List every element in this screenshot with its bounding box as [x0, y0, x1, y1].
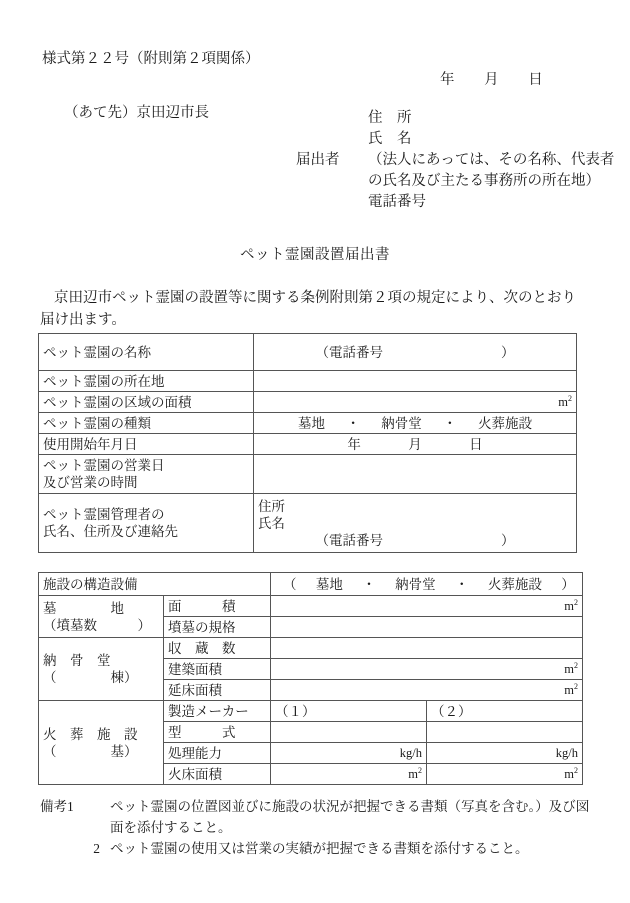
manager-name-hint: 氏名 [258, 515, 285, 531]
unit-square-meter: $m^2$ [564, 765, 578, 781]
date-day-label: 日 [528, 72, 543, 88]
row-value-ossuary-capacity[interactable] [271, 638, 583, 659]
row-value-hearth-area-1[interactable] [271, 764, 427, 785]
kind-separator-2: ・ [455, 576, 469, 592]
note-item-1 [40, 796, 600, 817]
label-line-2: 及び営業の時間 [43, 475, 138, 490]
submitter-label: 届出者 [296, 152, 340, 168]
table-row [39, 392, 577, 413]
notes-label: 備考 [40, 799, 67, 814]
unit-kg-per-hour: kg/h [399, 746, 422, 760]
structure-head-value[interactable] [271, 573, 583, 596]
label-text: ペット霊園の種類 [43, 415, 151, 431]
start-date-month: 月 [408, 436, 422, 452]
label-text: ペット霊園の名称 [43, 344, 151, 360]
group-label-ossuary [39, 638, 164, 701]
submitter-blank-1 [296, 108, 368, 129]
row-label-ossuary-building-area [164, 659, 271, 680]
row-value-capacity-2[interactable] [427, 743, 583, 764]
note-2-number: 2 [93, 841, 100, 856]
row-label-business-hours [39, 455, 254, 494]
label-text: 型 式 [168, 724, 236, 740]
label-text: 延床面積 [168, 682, 222, 698]
table-row [39, 638, 583, 659]
row-label-kind [39, 413, 254, 434]
row-value-ossuary-floor-area[interactable] [271, 680, 583, 701]
table-row [39, 494, 577, 553]
row-value-model-2[interactable] [427, 722, 583, 743]
unit-square-meter: $m^2$ [408, 765, 422, 781]
unit-column-1-header[interactable] [271, 701, 427, 722]
tel-open-paren: （電話番号 [315, 344, 383, 360]
label-line-1: ペット霊園管理者の [43, 507, 165, 522]
table-row [39, 596, 583, 617]
table-row [39, 434, 577, 455]
lead-paragraph: 京田辺市ペット霊園の設置等に関する条例附則第２項の規定により、次のとおり届け出ます。 [40, 290, 576, 328]
kind-separator-1: ・ [346, 415, 360, 431]
structure-head-label [39, 573, 271, 596]
unit-2-label: （２） [431, 703, 472, 719]
row-value-ossuary-building-area[interactable] [271, 659, 583, 680]
tel-close-paren: ） [501, 344, 515, 360]
label-text: ペット霊園の所在地 [43, 373, 165, 389]
note-2-line-1: ペット霊園の使用又は営業の実績が把握できる書類を添付すること。 [110, 841, 529, 856]
row-label-grave-area [164, 596, 271, 617]
table-row [39, 455, 577, 494]
row-value-hearth-area-2[interactable] [427, 764, 583, 785]
label-line-2: 氏名、住所及び連絡先 [43, 524, 178, 539]
start-date-day: 日 [469, 436, 483, 452]
group-label-grave [39, 596, 164, 638]
kind-option-ossuary[interactable]: 納骨堂 [395, 576, 436, 592]
label-text: 墳墓の規格 [168, 619, 236, 635]
label-text: ペット霊園の区域の面積 [43, 394, 192, 410]
tel-hint [258, 344, 572, 361]
label-text [43, 457, 249, 491]
label-text: 収 蔵 数 [168, 640, 236, 656]
row-label-capacity [164, 743, 271, 764]
row-value-start-date[interactable] [254, 434, 577, 455]
label-text: 火床面積 [168, 766, 222, 782]
label-line-1: ペット霊園の営業日 [43, 458, 165, 473]
note-1-line-1: ペット霊園の位置図並びに施設の状況が把握できる書類（写真を含む。）及び図 [110, 799, 590, 814]
row-label-grave-spec [164, 617, 271, 638]
row-value-manager[interactable] [254, 494, 577, 553]
unit-square-meter: $m^2$ [564, 597, 578, 613]
date-month-label: 月 [484, 72, 499, 88]
unit-1-label: （１） [275, 703, 316, 719]
row-label-manufacturer [164, 701, 271, 722]
unit-square-meter: $m^2$ [564, 681, 578, 697]
unit-kg-per-hour: kg/h [555, 746, 578, 760]
kind-option-crematorium[interactable]: 火葬施設 [487, 576, 542, 592]
group-label-line-1: 納 骨 堂 [43, 653, 111, 668]
submitter-line-corp-2: の氏名及び主たる事務所の所在地） [368, 173, 600, 189]
table-row [39, 413, 577, 434]
notes-block [40, 796, 600, 859]
document-title: ペット霊園設置届出書 [240, 247, 390, 263]
manager-tel-hint [258, 532, 572, 549]
tel-fill-gap [383, 344, 501, 361]
facility-structure-table [38, 572, 583, 785]
submitter-row-name [296, 129, 614, 150]
addressee: （あて先）京田辺市長 [64, 105, 209, 121]
note-1-number: 1 [67, 799, 74, 814]
row-value-name[interactable] [254, 334, 577, 371]
label-text: 面 積 [168, 598, 236, 614]
label-text: 建築面積 [168, 661, 222, 677]
date-year-label: 年 [440, 72, 455, 88]
unit-square-meter: $m^2$ [564, 660, 578, 676]
submitter-line-tel: 電話番号 [368, 194, 426, 210]
manager-address-hint: 住所 [258, 498, 285, 514]
submitter-row-corp2 [296, 171, 614, 192]
submitter-line-address: 住 所 [368, 110, 412, 126]
table-row [39, 573, 583, 596]
row-label-name [39, 334, 254, 371]
tel-close-paren: ） [501, 532, 515, 548]
row-label-start-date [39, 434, 254, 455]
kind-option-ossuary[interactable]: 納骨堂 [381, 415, 422, 431]
label-text [43, 506, 249, 540]
table-row [39, 334, 577, 371]
submitter-blank-2 [296, 129, 368, 150]
row-label-ossuary-floor-area [164, 680, 271, 701]
row-value-business-hours[interactable] [254, 455, 577, 494]
submitter-blank-3 [296, 171, 368, 192]
row-value-location[interactable] [254, 371, 577, 392]
kind-option-grave[interactable]: 墓地 [315, 576, 343, 592]
label-text: 施設の構造設備 [43, 576, 138, 592]
submitter-line-name: 氏 名 [368, 131, 412, 147]
label-text: 処理能力 [168, 745, 222, 761]
submitter-row-tel [296, 192, 614, 213]
label-text: 製造メーカー [168, 703, 249, 719]
row-value-capacity-1[interactable] [271, 743, 427, 764]
start-date-year: 年 [347, 436, 361, 452]
kind-separator-2: ・ [443, 415, 457, 431]
kind-option-crematorium[interactable]: 火葬施設 [478, 415, 532, 431]
row-label-hearth-area [164, 764, 271, 785]
table-row [39, 371, 577, 392]
close-paren: ） [561, 576, 575, 592]
row-label-model [164, 722, 271, 743]
table-row [39, 701, 583, 722]
submitter-block [296, 108, 614, 213]
group-label-line-2: （ 基） [43, 743, 138, 759]
row-value-area[interactable] [254, 392, 577, 413]
date-blank-line [440, 68, 543, 89]
submitter-blank-4 [296, 192, 368, 213]
note-1-continuation: 面を添付すること。 [110, 820, 232, 835]
group-label-crematorium [39, 701, 164, 785]
note-1-marker [40, 796, 110, 817]
unit-column-2-header[interactable] [427, 701, 583, 722]
label-text: 使用開始年月日 [43, 436, 138, 452]
form-number: 様式第２２号（附則第２項関係） [42, 51, 260, 67]
row-value-kind[interactable] [254, 413, 577, 434]
row-label-manager [39, 494, 254, 553]
submitter-row-address [296, 108, 614, 129]
group-label-line-1: 墓 地 [43, 600, 124, 616]
submitter-row-corp1 [296, 150, 614, 171]
row-value-grave-area[interactable] [271, 596, 583, 617]
note-item-2 [40, 838, 600, 859]
row-value-grave-spec[interactable] [271, 617, 583, 638]
submitter-line-corp-1: （法人にあっては、その名称、代表者 [368, 152, 615, 168]
row-label-location [39, 371, 254, 392]
pet-cemetery-info-table [38, 333, 577, 553]
tel-open-paren: （電話番号 [315, 532, 383, 548]
group-label-line-2: （ 棟） [43, 670, 138, 685]
tel-fill-gap [383, 532, 501, 549]
row-value-model-1[interactable] [271, 722, 427, 743]
unit-square-meter: $m^2$ [558, 393, 572, 409]
group-label-line-2: （墳墓数 ） [43, 617, 151, 633]
group-label-line-1: 火 葬 施 設 [43, 726, 138, 742]
open-paren: （ [283, 576, 297, 592]
row-label-ossuary-capacity [164, 638, 271, 659]
kind-option-grave[interactable]: 墓地 [298, 415, 325, 431]
kind-separator-1: ・ [362, 576, 376, 592]
row-label-area [39, 392, 254, 413]
